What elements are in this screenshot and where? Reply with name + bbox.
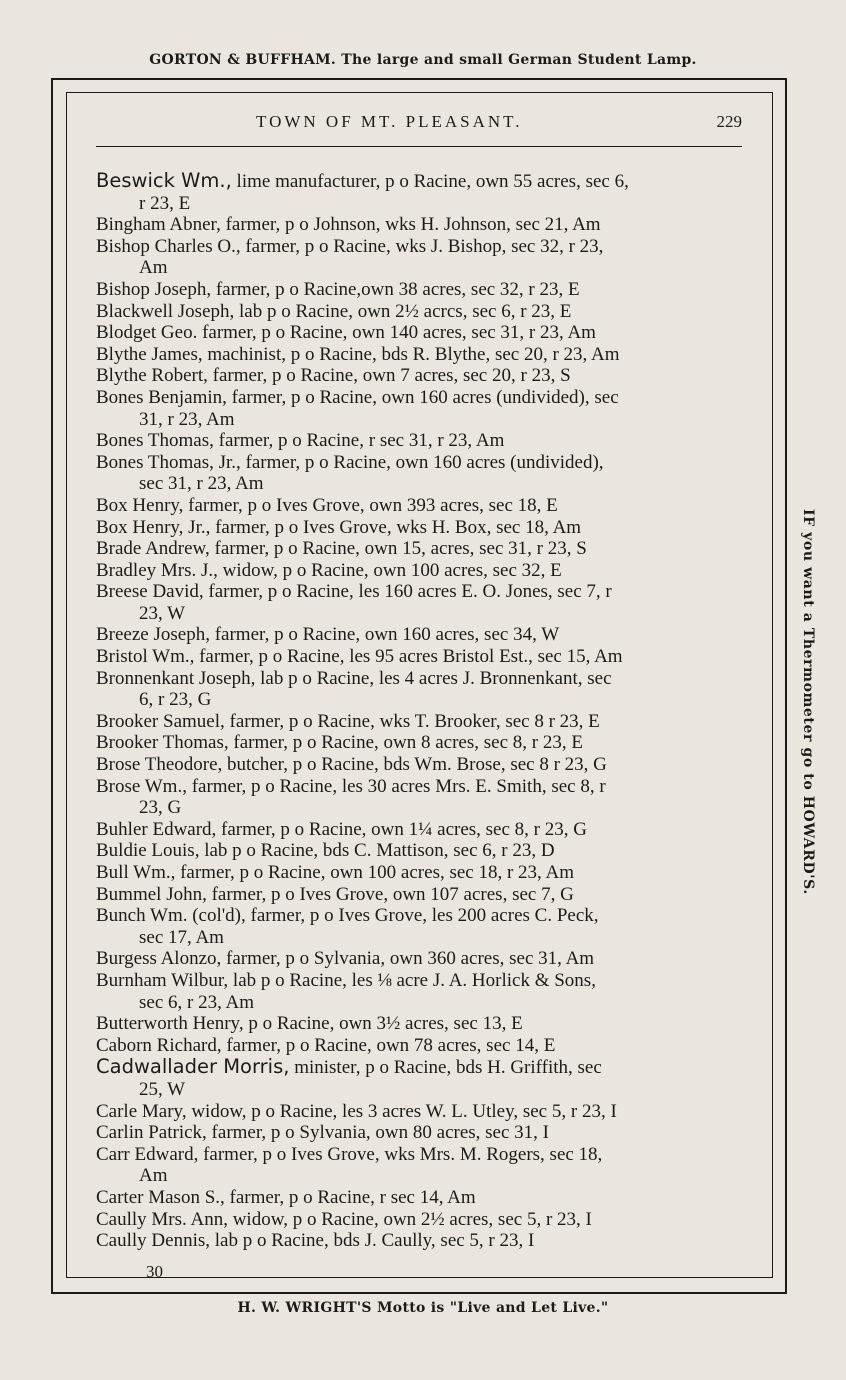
top-advertisement: GORTON & BUFFHAM. The large and small German Student Lamp. [149,52,697,68]
entry-line: sec 17, Am [139,926,224,948]
entry-line: Breese David, farmer, p o Racine, les 160 acres E. O. Jones, sec 7, r [96,581,612,603]
page-header [96,112,742,138]
entry-line: Box Henry, Jr., farmer, p o Ives Grove, wks H. Box, sec 18, Am [96,516,582,538]
entry-details: minister, p o Racine, bds H. Griffith, sec [289,1057,602,1079]
entry-line: Blackwell Joseph, lab p o Racine, own 2½ acrcs, sec 6, r 23, E [96,300,572,322]
entry-line: 6, r 23, G [139,689,212,711]
side-advertisement: IF you want a Thermometer go to HOWARD'S. [800,509,816,895]
header-rule [96,146,742,147]
entry-line: Bones Benjamin, farmer, p o Racine, own 160 acres (undivided), sec [96,386,619,408]
entry-line: Brooker Thomas, farmer, p o Racine, own 8 acres, sec 8, r 23, E [96,732,583,754]
entry-line: Blythe Robert, farmer, p o Racine, own 7 acres, sec 20, r 23, S [96,365,571,387]
entry-line: Bones Thomas, farmer, p o Racine, r sec 31, r 23, Am [96,430,505,452]
entry-line: Breeze Joseph, farmer, p o Racine, own 160 acres, sec 34, W [96,624,560,646]
entry-line: 23, W [139,602,186,624]
entry-line: Buldie Louis, lab p o Racine, bds C. Mattison, sec 6, r 23, D [96,840,555,862]
entry-line: Bristol Wm., farmer, p o Racine, les 95 acres Bristol Est., sec 15, Am [96,646,623,668]
entry-line: Burgess Alonzo, farmer, p o Sylvania, own 360 acres, sec 31, Am [96,948,595,970]
entry-line: Bishop Joseph, farmer, p o Racine,own 38 acres, sec 32, r 23, E [96,278,580,300]
entry-line: Am [139,257,168,279]
entry-line: Brade Andrew, farmer, p o Racine, own 15, acres, sec 31, r 23, S [96,538,587,560]
entry-name-bold: Beswick Wm., [96,169,232,192]
entry-line: Blodget Geo. farmer, p o Racine, own 140 acres, sec 31, r 23, Am [96,322,596,344]
entry-line: Buhler Edward, farmer, p o Racine, own 1¼ acres, sec 8, r 23, G [96,818,587,840]
signature-mark: 30 [146,1262,163,1281]
entry-line: Caully Dennis, lab p o Racine, bds J. Caully, sec 5, r 23, I [96,1230,535,1252]
entry-line: Am [139,1165,168,1187]
entry-line: Burnham Wilbur, lab p o Racine, les ⅛ acre J. A. Horlick & Sons, [96,969,596,991]
entry-line: r 23, E [139,192,191,214]
entry-line: Bunch Wm. (col'd), farmer, p o Ives Grove, les 200 acres C. Peck, [96,905,599,927]
entry-line [96,170,746,193]
entry-line: Bingham Abner, farmer, p o Johnson, wks H. Johnson, sec 21, Am [96,214,601,236]
entry-line: Bull Wm., farmer, p o Racine, own 100 acres, sec 18, r 23, Am [96,862,574,883]
entry-line: sec 31, r 23, Am [139,473,264,495]
entry-line: Butterworth Henry, p o Racine, own 3½ acres, sec 13, E [96,1013,523,1035]
entry-line: Bradley Mrs. J., widow, p o Racine, own 100 acres, sec 32, E [96,559,562,581]
entry-line: Caborn Richard, farmer, p o Racine, own 78 acres, sec 14, E [96,1034,556,1056]
entry-line: 23, G [139,797,182,819]
entry-line: Bones Thomas, Jr., farmer, p o Racine, own 160 acres (undivided), [96,451,604,473]
entry-line: 31, r 23, Am [139,408,235,430]
entry-line: Caully Mrs. Ann, widow, p o Racine, own 2½ acres, sec 5, r 23, I [96,1208,592,1230]
entry-line: 25, W [139,1078,186,1100]
directory-entries [96,170,746,1252]
entry-line: Blythe James, machinist, p o Racine, bds R. Blythe, sec 20, r 23, Am [96,343,620,365]
entry-line: Bummel John, farmer, p o Ives Grove, own 107 acres, sec 7, G [96,883,574,905]
entry-line: sec 6, r 23, Am [139,991,255,1013]
page-number: 229 [716,112,742,131]
entry-line: Carr Edward, farmer, p o Ives Grove, wks Mrs. M. Rogers, sec 18, [96,1143,603,1165]
entry-line: Bronnenkant Joseph, lab p o Racine, les 4 acres J. Bronnenkant, sec [96,667,612,689]
entry-details: lime manufacturer, p o Racine, own 55 acres, sec 6, [231,171,629,192]
entry-line: Brose Theodore, butcher, p o Racine, bds Wm. Brose, sec 8 r 23, G [96,754,607,776]
bottom-advertisement: H. W. WRIGHT'S Motto is "Live and Let Live." [237,1300,609,1316]
entry-line: Brose Wm., farmer, p o Racine, les 30 acres Mrs. E. Smith, sec 8, r [96,775,606,797]
page-title: TOWN OF MT. PLEASANT. [256,112,523,131]
entry-line: Carter Mason S., farmer, p o Racine, r sec 14, Am [96,1186,476,1208]
entry-name-bold: Cadwallader Morris, [96,1055,290,1079]
entry-line: Box Henry, farmer, p o Ives Grove, own 393 acres, sec 18, E [96,494,558,516]
entry-line: Carlin Patrick, farmer, p o Sylvania, own 80 acres, sec 31, I [96,1122,549,1144]
entry-line: Bishop Charles O., farmer, p o Racine, wks J. Bishop, sec 32, r 23, [96,235,604,257]
entry-line: Brooker Samuel, farmer, p o Racine, wks T. Brooker, sec 8 r 23, E [96,710,600,732]
entry-line [96,1056,746,1079]
entry-line: Carle Mary, widow, p o Racine, les 3 acres W. L. Utley, sec 5, r 23, I [96,1100,617,1122]
